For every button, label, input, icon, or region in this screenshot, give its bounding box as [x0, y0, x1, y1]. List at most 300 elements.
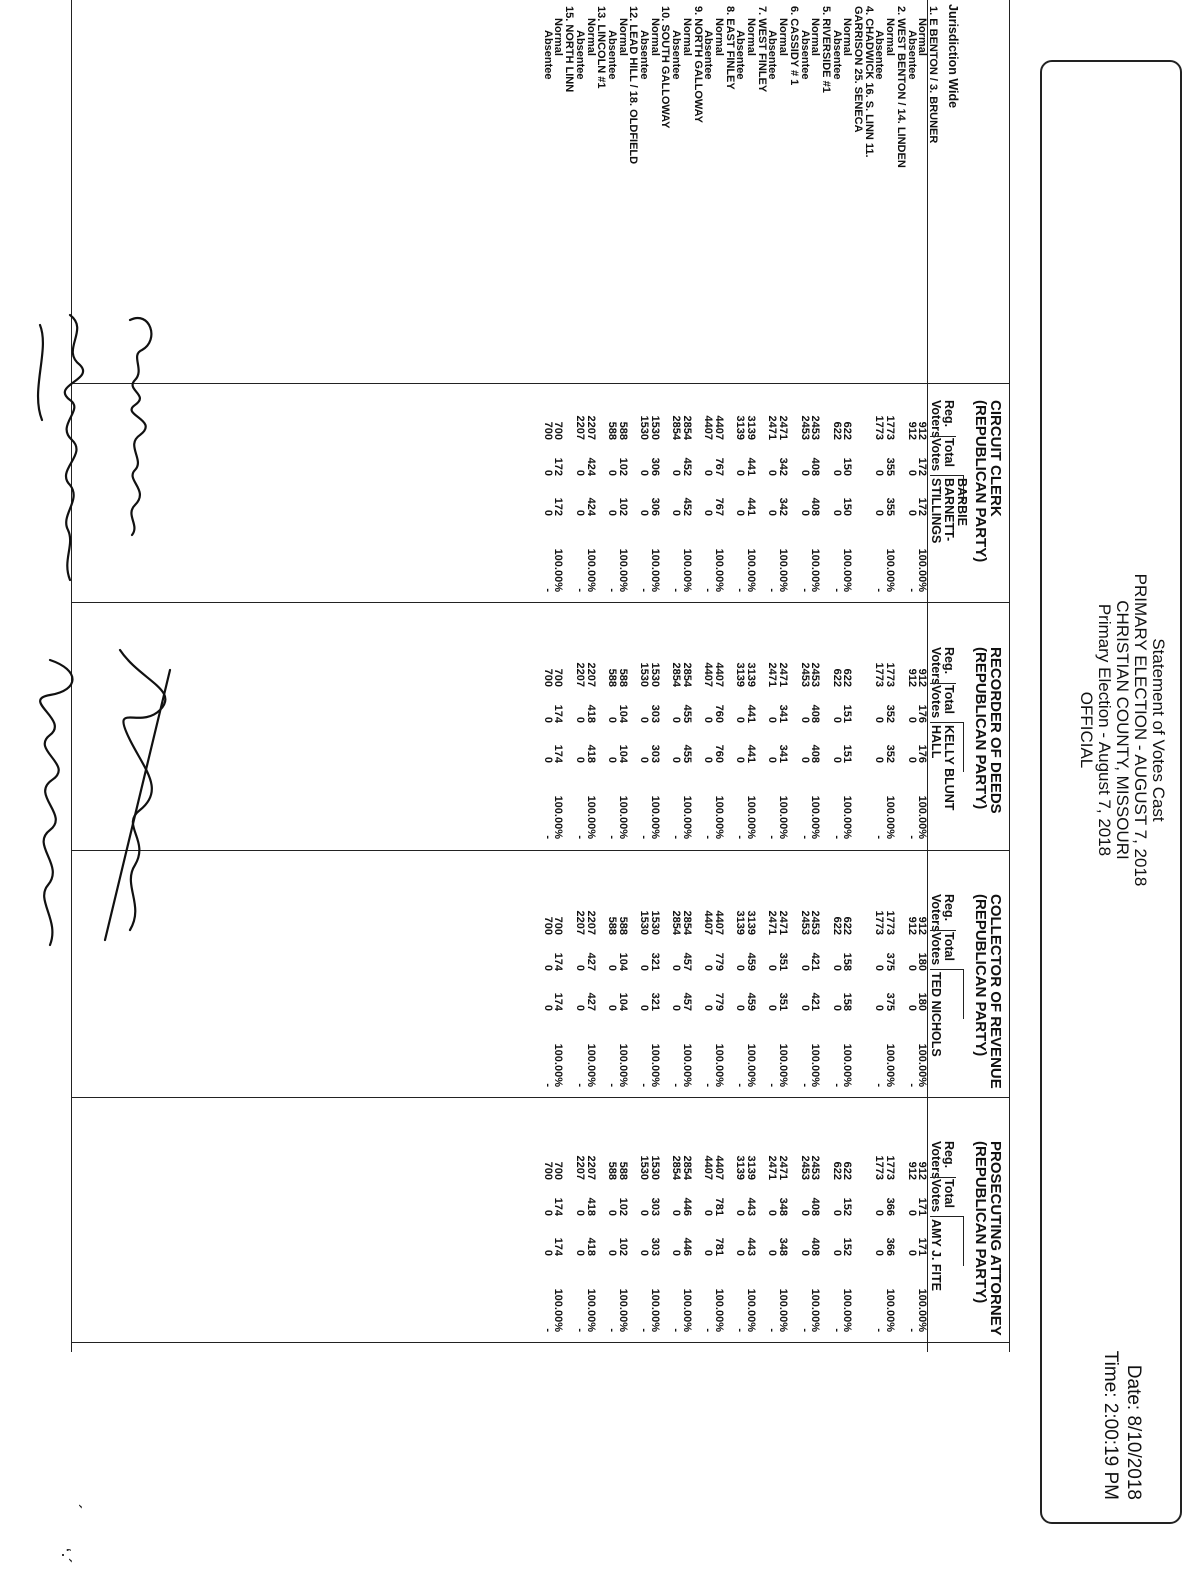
candidate-votes-cell: 0	[573, 1004, 586, 1011]
candidate-votes-cell: 408	[809, 497, 822, 516]
total-votes-cell: 0	[830, 964, 843, 971]
percent-cell: -	[798, 1083, 811, 1087]
candidate-votes-cell: 0	[766, 1004, 779, 1011]
reg-voters-cell: 2453	[798, 1155, 811, 1180]
total-votes-cell: 0	[905, 1209, 918, 1216]
reg-voters-cell: 2453	[809, 910, 822, 935]
candidate-votes-cell: 152	[841, 1237, 854, 1256]
table-row	[735, 0, 746, 1352]
percent-cell: -	[798, 1328, 811, 1332]
percent-cell: 100.00%	[680, 1288, 693, 1332]
total-votes-cell: 176	[916, 704, 929, 723]
percent-cell: -	[573, 1083, 586, 1087]
percent-cell: -	[541, 1083, 554, 1087]
total-votes-cell: 418	[584, 704, 597, 723]
total-votes-cell: 441	[745, 457, 758, 476]
candidate-votes-cell: 0	[905, 756, 918, 763]
reg-voters-cell: 700	[552, 668, 565, 687]
total-votes-cell: 0	[541, 964, 554, 971]
office-party: (REPUBLICAN PARTY)	[972, 894, 989, 1057]
candidate-votes-cell: 151	[841, 744, 854, 763]
percent-cell: -	[670, 588, 683, 592]
total-votes-cell: 781	[713, 1197, 725, 1216]
candidate-votes-cell: 0	[638, 1249, 651, 1256]
candidate-votes-cell: 341	[777, 744, 790, 763]
precinct-header-row	[788, 0, 799, 1352]
percent-cell: 100.00%	[745, 1288, 758, 1332]
row-label: 1. E BENTON / 3. BRUNER	[927, 6, 939, 144]
total-votes-cell: 0	[606, 469, 618, 476]
row-label: 10. SOUTH GALLOWAY	[659, 6, 672, 129]
percent-cell: -	[541, 1328, 554, 1332]
reg-voters-cell: 912	[916, 421, 929, 440]
candidate-votes-cell: 351	[777, 992, 790, 1011]
row-label: 12. LEAD HILL / 18. OLDFIELD	[627, 6, 640, 165]
candidate-votes-cell: 348	[777, 1237, 790, 1256]
candidate-votes-cell: 321	[648, 992, 661, 1011]
row-label: 2. WEST BENTON / 14. LINDEN	[894, 6, 907, 168]
precinct-header-row	[927, 0, 938, 1352]
total-votes-cell: 102	[616, 457, 629, 476]
reg-voters-cell: 622	[830, 668, 843, 687]
reg-voters-cell: 912	[916, 916, 929, 935]
percent-cell: 100.00%	[809, 1043, 822, 1087]
candidate-votes-cell: 0	[873, 756, 886, 763]
reg-voters-cell: 622	[830, 916, 843, 935]
candidate-votes-cell: 424	[584, 497, 597, 516]
signature-julie-orsajea	[40, 660, 72, 945]
candidate-votes-cell: 0	[541, 1004, 554, 1011]
total-votes-cell: 0	[905, 964, 918, 971]
percent-cell: -	[734, 835, 747, 839]
percent-cell: 100.00%	[713, 548, 725, 592]
total-votes-cell: 366	[884, 1197, 897, 1216]
reg-voters-cell: 1773	[873, 910, 886, 935]
candidate-votes-cell: 150	[841, 497, 854, 516]
reg-voters-cell: 3139	[745, 910, 758, 935]
total-votes-cell: 0	[638, 964, 651, 971]
total-votes-cell: 0	[573, 1209, 586, 1216]
row-label: 8. EAST FINLEY	[723, 6, 736, 90]
header-rule	[963, 722, 964, 772]
percent-cell: -	[873, 1328, 886, 1332]
total-votes-cell: 408	[809, 457, 822, 476]
reg-voters-header-1: Reg.	[942, 647, 956, 675]
candidate-name: STILLINGS	[929, 478, 943, 544]
reg-voters-cell: 2471	[777, 910, 790, 935]
candidate-votes-cell: 446	[680, 1237, 693, 1256]
header-rule	[963, 1216, 964, 1266]
total-votes-cell: 0	[873, 1209, 886, 1216]
candidate-votes-cell: 408	[809, 1237, 822, 1256]
reg-voters-cell: 1530	[638, 910, 651, 935]
percent-cell: 100.00%	[884, 548, 897, 592]
reg-voters-cell: 588	[606, 668, 618, 687]
precinct-header-row	[628, 0, 639, 1352]
table-row	[767, 0, 778, 1352]
report-date: Date: 8/10/2018	[1123, 1364, 1144, 1500]
total-votes-cell: 0	[670, 1209, 683, 1216]
total-votes-cell: 779	[713, 952, 725, 971]
percent-cell: -	[766, 835, 779, 839]
precinct-header-row	[596, 0, 607, 1352]
candidate-votes-cell: 104	[616, 744, 629, 763]
total-votes-cell: 0	[638, 469, 651, 476]
row-label: Normal	[884, 18, 897, 56]
total-votes-header-2: Votes	[929, 438, 943, 472]
reg-voters-cell: 622	[841, 668, 854, 687]
percent-cell: -	[670, 835, 683, 839]
reg-voters-cell: 622	[841, 1161, 854, 1180]
percent-cell: 100.00%	[916, 548, 929, 592]
candidate-votes-cell: 366	[884, 1237, 897, 1256]
candidate-votes-cell: 0	[766, 509, 779, 516]
percent-cell: -	[766, 1083, 779, 1087]
reg-voters-cell: 2453	[809, 1155, 822, 1180]
candidate-votes-cell: 0	[734, 509, 747, 516]
candidate-votes-cell: 171	[916, 1237, 929, 1256]
total-votes-cell: 342	[777, 457, 790, 476]
candidate-votes-cell: 0	[670, 509, 683, 516]
percent-cell: 100.00%	[884, 795, 897, 839]
percent-cell: -	[541, 588, 554, 592]
reg-voters-header-2: Voters	[929, 647, 943, 685]
reg-voters-cell: 2854	[680, 415, 693, 440]
signature-brian-conner	[65, 315, 83, 580]
table-row	[542, 0, 553, 1352]
total-votes-cell: 427	[584, 952, 597, 971]
candidate-votes-cell: 172	[916, 497, 929, 516]
total-votes-cell: 0	[766, 1209, 779, 1216]
total-votes-cell: 0	[638, 1209, 651, 1216]
percent-cell: 100.00%	[745, 548, 758, 592]
jurisdiction-header: Jurisdiction Wide	[946, 4, 960, 109]
candidate-votes-cell: 102	[616, 1237, 629, 1256]
percent-cell: 100.00%	[584, 795, 597, 839]
percent-cell: 100.00%	[841, 548, 854, 592]
total-votes-cell: 0	[606, 964, 618, 971]
reg-voters-cell: 588	[616, 421, 629, 440]
reg-voters-cell: 2453	[809, 662, 822, 687]
candidate-votes-cell: 0	[606, 1004, 618, 1011]
candidate-votes-cell: 102	[616, 497, 629, 516]
candidate-votes-cell: 0	[670, 756, 683, 763]
total-votes-cell: 0	[670, 716, 683, 723]
reg-voters-cell: 912	[905, 421, 918, 440]
percent-cell: -	[798, 835, 811, 839]
reg-voters-cell: 700	[541, 668, 554, 687]
table-row	[713, 0, 724, 1352]
reg-voters-cell: 2207	[584, 662, 597, 687]
candidate-votes-cell: 352	[884, 744, 897, 763]
percent-cell: 100.00%	[809, 1288, 822, 1332]
row-label: Normal	[916, 18, 929, 56]
total-votes-cell: 303	[648, 1197, 661, 1216]
row-label: Absentee	[905, 30, 918, 80]
candidate-votes-cell: 158	[841, 992, 854, 1011]
reg-voters-header-2: Voters	[929, 1141, 943, 1179]
total-votes-cell: 0	[638, 716, 651, 723]
percent-cell: 100.00%	[841, 1288, 854, 1332]
percent-cell: 100.00%	[616, 795, 629, 839]
row-label: Normal	[552, 18, 565, 56]
table-row	[874, 0, 885, 1352]
reg-voters-cell: 2207	[584, 415, 597, 440]
candidate-votes-cell: 0	[541, 1249, 554, 1256]
table-row	[778, 0, 789, 1352]
total-votes-cell: 452	[680, 457, 693, 476]
candidate-votes-cell: 0	[873, 509, 886, 516]
total-votes-cell: 0	[830, 1209, 843, 1216]
candidate-votes-cell: 0	[734, 756, 747, 763]
header-rule	[963, 969, 964, 1019]
total-votes-cell: 0	[702, 716, 715, 723]
office-title: RECORDER OF DEEDS	[987, 647, 1004, 814]
percent-cell: -	[638, 1083, 651, 1087]
table-row	[906, 0, 917, 1352]
county-title: CHRISTIAN COUNTY, MISSOURI	[1113, 600, 1132, 860]
office-party: (REPUBLICAN PARTY)	[972, 400, 989, 563]
reg-voters-header-2: Voters	[929, 400, 943, 438]
row-label: 7. WEST FINLEY	[755, 6, 768, 93]
percent-cell: -	[905, 1083, 918, 1087]
percent-cell: -	[905, 588, 918, 592]
percent-cell: 100.00%	[809, 795, 822, 839]
reg-voters-cell: 700	[541, 916, 554, 935]
table-row	[681, 0, 692, 1352]
header-rule	[963, 475, 964, 501]
reg-voters-cell: 912	[916, 668, 929, 687]
candidate-votes-cell: 342	[777, 497, 790, 516]
precinct-header-row	[820, 0, 831, 1352]
total-votes-cell: 0	[670, 469, 683, 476]
total-votes-cell: 0	[766, 716, 779, 723]
reg-voters-cell: 2471	[777, 662, 790, 687]
candidate-votes-cell: 427	[584, 992, 597, 1011]
reg-voters-cell: 2471	[766, 415, 779, 440]
office-title: COLLECTOR OF REVENUE	[987, 894, 1004, 1089]
total-votes-cell: 0	[541, 469, 554, 476]
reg-voters-cell: 622	[830, 421, 843, 440]
candidate-votes-cell: 375	[884, 992, 897, 1011]
reg-voters-cell: 622	[830, 1161, 843, 1180]
total-votes-cell: 348	[777, 1197, 790, 1216]
percent-cell: 100.00%	[841, 795, 854, 839]
reg-voters-cell: 1530	[638, 662, 651, 687]
total-votes-cell: 0	[830, 469, 843, 476]
candidate-votes-cell: 0	[702, 756, 715, 763]
total-votes-header-1: Total	[942, 438, 956, 467]
reg-voters-cell: 622	[841, 916, 854, 935]
candidate-votes-cell: 0	[541, 509, 554, 516]
candidate-votes-cell: 0	[798, 756, 811, 763]
row-label: Normal	[777, 18, 790, 56]
candidate-votes-cell: 0	[798, 1249, 811, 1256]
candidate-votes-cell: 781	[713, 1237, 725, 1256]
reg-voters-cell: 3139	[745, 662, 758, 687]
total-votes-cell: 321	[648, 952, 661, 971]
precinct-header-row	[756, 0, 767, 1352]
scan-mark-corner: ‘·´	[54, 1548, 74, 1564]
total-votes-cell: 408	[809, 1197, 822, 1216]
table-row	[638, 0, 649, 1352]
candidate-votes-cell: 0	[606, 1249, 618, 1256]
percent-cell: 100.00%	[648, 1288, 661, 1332]
candidate-votes-cell: 0	[830, 1004, 843, 1011]
reg-voters-cell: 4407	[713, 1155, 725, 1180]
reg-voters-cell: 700	[552, 916, 565, 935]
candidate-votes-cell: 174	[552, 992, 565, 1011]
row-label: 9. NORTH GALLOWAY	[691, 6, 704, 123]
total-votes-cell: 150	[841, 457, 854, 476]
candidate-votes-cell: 0	[541, 756, 554, 763]
percent-cell: 100.00%	[809, 548, 822, 592]
candidate-votes-cell: 303	[648, 744, 661, 763]
reg-voters-header-1: Reg.	[942, 400, 956, 428]
total-votes-cell: 0	[702, 964, 715, 971]
candidate-name: AMY J. FITE	[929, 1219, 943, 1292]
reg-voters-cell: 1773	[873, 415, 886, 440]
total-votes-cell: 174	[552, 704, 565, 723]
row-label: Normal	[841, 18, 854, 56]
total-votes-header-2: Votes	[929, 685, 943, 719]
candidate-votes-cell: 176	[916, 744, 929, 763]
total-votes-cell: 172	[916, 457, 929, 476]
total-votes-cell: 174	[552, 1197, 565, 1216]
percent-cell: 100.00%	[884, 1043, 897, 1087]
percent-cell: -	[798, 588, 811, 592]
candidate-name: KELLY BLUNT	[942, 725, 956, 811]
total-votes-cell: 0	[905, 469, 918, 476]
percent-cell: 100.00%	[616, 1288, 629, 1332]
reg-voters-cell: 700	[552, 421, 565, 440]
table-row	[799, 0, 810, 1352]
table-row	[885, 0, 896, 1352]
total-votes-cell: 767	[713, 457, 725, 476]
percent-cell: 100.00%	[648, 548, 661, 592]
table-row	[617, 0, 628, 1352]
row-label: 15. NORTH LINN	[563, 6, 576, 93]
percent-cell: 100.00%	[584, 1288, 597, 1332]
candidate-votes-cell: 0	[606, 509, 618, 516]
total-votes-cell: 0	[734, 1209, 747, 1216]
row-label: Normal	[616, 18, 629, 56]
precinct-header-row	[852, 0, 863, 1352]
signature-block-right	[0, 640, 200, 970]
total-votes-cell: 0	[573, 964, 586, 971]
total-votes-cell: 0	[766, 469, 779, 476]
total-votes-header-1: Total	[942, 932, 956, 961]
total-votes-header-1: Total	[942, 1179, 956, 1208]
percent-cell: 100.00%	[616, 1043, 629, 1087]
candidate-votes-cell: 0	[702, 1004, 715, 1011]
report-time: Time: 2:00:19 PM	[1100, 1350, 1121, 1500]
candidate-votes-cell: 0	[905, 509, 918, 516]
precinct-header-row	[863, 0, 874, 1352]
total-votes-cell: 441	[745, 704, 758, 723]
percent-cell: -	[830, 835, 843, 839]
report-title: Statement of Votes Cast	[1149, 638, 1168, 822]
signature-carl-cravens	[130, 318, 151, 535]
total-votes-cell: 352	[884, 704, 897, 723]
reg-voters-cell: 1530	[648, 415, 661, 440]
candidate-votes-cell: 455	[680, 744, 693, 763]
reg-voters-header-2: Voters	[929, 894, 943, 932]
total-votes-cell: 0	[905, 716, 918, 723]
scan-mark-under: ´	[64, 1504, 84, 1510]
election-title: PRIMARY ELECTION - AUGUST 7, 2018	[1131, 573, 1150, 887]
row-label: Normal	[809, 18, 822, 56]
candidate-votes-cell: 418	[584, 744, 597, 763]
percent-cell: -	[638, 588, 651, 592]
candidate-votes-cell: 0	[830, 756, 843, 763]
total-votes-cell: 0	[873, 964, 886, 971]
percent-cell: 100.00%	[584, 548, 597, 592]
precinct-header-row	[692, 0, 703, 1352]
percent-cell: 100.00%	[713, 1043, 725, 1087]
percent-cell: 100.00%	[884, 1288, 897, 1332]
candidate-votes-cell: 0	[830, 1249, 843, 1256]
reg-voters-cell: 3139	[745, 415, 758, 440]
candidate-votes-cell: 0	[573, 509, 586, 516]
candidate-votes-cell: 760	[713, 744, 725, 763]
office-title: PROSECUTING ATTORNEY	[987, 1141, 1004, 1336]
total-votes-cell: 104	[616, 704, 629, 723]
candidate-votes-cell: 0	[905, 1004, 918, 1011]
candidate-votes-cell: 441	[745, 744, 758, 763]
reg-voters-cell: 1530	[648, 910, 661, 935]
row-label: Absentee	[702, 30, 715, 80]
total-votes-cell: 459	[745, 952, 758, 971]
reg-voters-cell: 2471	[777, 1155, 790, 1180]
office-party: (REPUBLICAN PARTY)	[972, 1141, 989, 1304]
percent-cell: 100.00%	[616, 548, 629, 592]
row-label: Normal	[713, 18, 725, 56]
total-votes-cell: 104	[616, 952, 629, 971]
election-subtitle: Primary Election - August 7, 2018	[1095, 603, 1114, 857]
row-label: GARRISON 25. SENECA	[852, 6, 865, 133]
total-votes-cell: 0	[798, 469, 811, 476]
total-votes-cell: 457	[680, 952, 693, 971]
percent-cell: 100.00%	[745, 1043, 758, 1087]
candidate-votes-cell: 459	[745, 992, 758, 1011]
row-label: 13. LINCOLN #1	[595, 6, 608, 89]
candidate-votes-cell: 0	[606, 756, 618, 763]
percent-cell: 100.00%	[552, 795, 565, 839]
candidate-votes-cell: 0	[670, 1004, 683, 1011]
reg-voters-cell: 3139	[734, 662, 747, 687]
reg-voters-cell: 2471	[766, 662, 779, 687]
percent-cell: -	[606, 835, 618, 839]
total-votes-cell: 171	[916, 1197, 929, 1216]
reg-voters-cell: 2471	[777, 415, 790, 440]
total-votes-cell: 0	[573, 716, 586, 723]
percent-cell: -	[830, 588, 843, 592]
total-votes-cell: 418	[584, 1197, 597, 1216]
percent-cell: 100.00%	[584, 1043, 597, 1087]
reg-voters-cell: 4407	[713, 662, 725, 687]
candidate-votes-cell: 0	[702, 509, 715, 516]
candidate-votes-cell: 0	[638, 1004, 651, 1011]
percent-cell: -	[766, 1328, 779, 1332]
candidate-votes-cell: 0	[670, 1249, 683, 1256]
total-votes-cell: 375	[884, 952, 897, 971]
table-row	[671, 0, 682, 1352]
reg-voters-cell: 1773	[884, 910, 897, 935]
reg-voters-cell: 2207	[573, 1155, 586, 1180]
candidate-votes-cell: 0	[873, 1249, 886, 1256]
total-votes-cell: 0	[766, 964, 779, 971]
